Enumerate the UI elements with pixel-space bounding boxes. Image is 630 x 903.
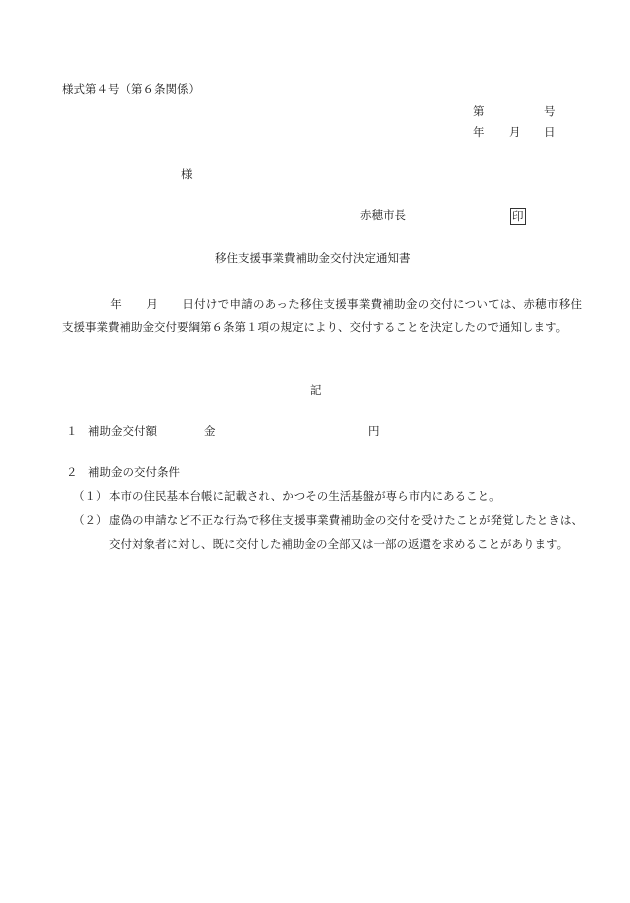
issuer-seal [510, 208, 526, 225]
body-month: 月 [146, 297, 159, 311]
item1-number: １ [66, 424, 78, 438]
item1-currency-suffix: 円 [368, 424, 380, 438]
condition-1-number: （１） [73, 489, 108, 503]
form-label: 様式第４号（第６条関係） [62, 82, 200, 96]
condition-1 [73, 484, 583, 508]
item1-label: 補助金交付額 [88, 424, 157, 438]
condition-2-text: 虚偽の申請など不正な行為で移住支援事業費補助金の交付を受けたことが発覚したときは、交付対象者に対し、既に交付した補助金の全部又は一部の返還を求めることがあります。 [109, 513, 583, 551]
body-year: 年 [110, 297, 123, 311]
body-text: 日付けで申請のあった移住支援事業費補助金の交付については、赤穂市移住支援事業費補助金交付要綱第６条第１項の規定により、交付することを決定したので通知します。 [62, 297, 582, 334]
item2-label: 補助金の交付条件 [88, 465, 180, 479]
doc-number-prefix: 第 [473, 104, 485, 118]
date-year-label: 年 [473, 125, 485, 139]
addressee-honorific: 様 [181, 167, 193, 181]
seal-mark: 印 [512, 209, 524, 223]
condition-2 [73, 508, 583, 556]
condition-2-number: （２） [73, 513, 108, 527]
body-paragraph [62, 293, 582, 339]
date-month-label: 月 [509, 125, 521, 139]
item1-currency-prefix: 金 [204, 424, 216, 438]
date-day-label: 日 [544, 125, 556, 139]
issuer-title: 赤穂市長 [360, 208, 406, 222]
doc-number-suffix: 号 [544, 104, 556, 118]
document-title: 移住支援事業費補助金交付決定通知書 [215, 251, 411, 265]
item2-number: ２ [66, 465, 78, 479]
record-marker: 記 [310, 383, 322, 397]
condition-1-text: 本市の住民基本台帳に記載され、かつその生活基盤が専ら市内にあること。 [109, 489, 501, 503]
